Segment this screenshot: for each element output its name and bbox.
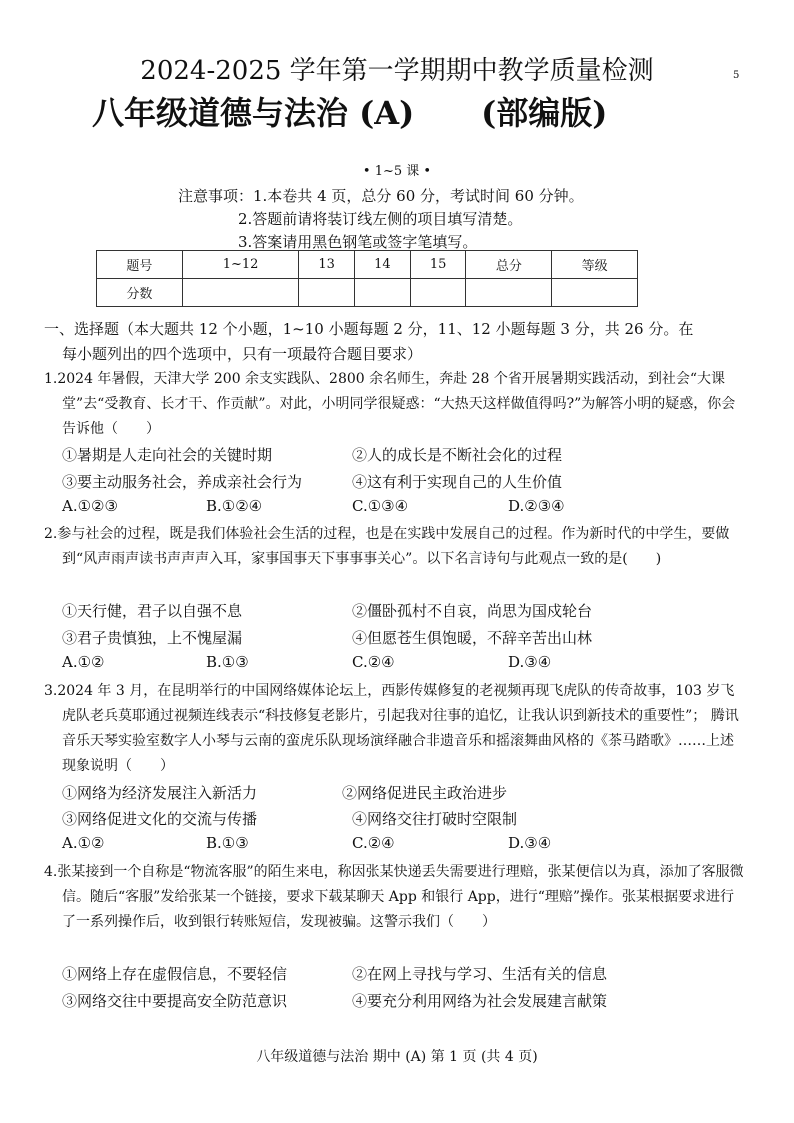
question-3 [44,679,744,779]
lesson-range: • 1~5 课 • [362,164,432,179]
notes-line-2: 2.答题前请将装订线左侧的项目填写清楚。 [238,210,523,228]
choice-b: B.①③ [206,834,249,852]
statement: ①天行健，君子以自强不息 [62,602,243,620]
statement: ③要主动服务社会，养成亲社会行为 [62,473,303,491]
score-cell [552,279,638,307]
statement: ②在网上寻找与学习、生活有关的信息 [352,965,608,983]
choice-a: A.①② [62,834,105,852]
choice-c: C.①③④ [352,497,409,515]
choice-d: D.③④ [508,834,552,852]
section-heading-line-2: 每小题列出的四个选项中，只有一项最符合题目要求） [62,345,423,363]
section-heading-line-1: 一、选择题（本大题共 12 个小题，1~10 小题每题 2 分，11、12 小题每题 3 分，共 26 分。在 [44,320,694,338]
statement: ④要充分利用网络为社会发展建言献策 [352,992,608,1010]
score-cell [466,279,552,307]
notes-line-1: 注意事项：1.本卷共 4 页，总分 60 分，考试时间 60 分钟。 [178,187,584,205]
score-header-cell: 14 [355,251,411,279]
statement: ②僵卧孤村不自哀，尚思为国戍轮台 [352,602,593,620]
statement: ②网络促进民主政治进步 [342,784,508,802]
statement: ③君子贵慎独，上不愧屋漏 [62,629,243,647]
question-stem: 4.张某接到一个自称是“物流客服”的陌生来电，称因张某快递丢失需要进行理赔，张某便信以为真，添加了客服微信。随后“客服”发给张某一个链接，要求下载某聊天 App 和银行 App，进行“理赔”操作。张某根据要求进行了一系列操作后，收到银行转账短信，发现被骗。这警示我们（ ） [44,864,744,930]
question-stem: 2.参与社会的过程，既是我们体验社会生活的过程，也是在实践中发展自己的过程。作为新时代的中学生，要做到“风声雨声读书声声声入耳，家事国事天下事事事关心”。以下名言诗句与此观点一致的是( ) [44,526,730,567]
score-header-cell: 1~12 [182,251,299,279]
question-4 [44,860,744,935]
statement: ③网络交往中要提高安全防范意识 [62,992,288,1010]
choice-a: A.①②③ [62,497,118,515]
exam-subtitle: 八年级道德与法治 (A) (部编版) [92,94,608,132]
statement: ③网络促进文化的交流与传播 [62,810,258,828]
notes-line-3: 3.答案请用黑色钢笔或签字笔填写。 [238,233,478,251]
score-table-header-row [97,251,638,279]
choice-c: C.②④ [352,834,395,852]
corner-mark: 5 [733,70,740,81]
statement: ④网络交往打破时空限制 [352,810,518,828]
choice-b: B.①③ [206,653,249,671]
statement: ④这有利于实现自己的人生价值 [352,473,563,491]
score-row-label: 分数 [97,279,183,307]
score-cell [299,279,355,307]
score-header-cell: 题号 [97,251,183,279]
score-cell [182,279,299,307]
score-cell [410,279,466,307]
statement: ①网络为经济发展注入新活力 [62,784,258,802]
question-stem: 3.2024 年 3 月，在昆明举行的中国网络媒体论坛上，西影传媒修复的老视频再现飞虎队的传奇故事，103 岁飞虎队老兵莫耶通过视频连线表示“科技修复老影片，引起我对往事的追忆，让我认识到新技术的重要性”； 腾讯音乐天琴实验室数字人小琴与云南的蛮虎乐队现场演绎融合非遗音乐和摇滚舞曲风格的《茶马踏歌》……上述现象说明（ ） [44,683,739,774]
statement: ①网络上存在虚假信息，不要轻信 [62,965,288,983]
score-table [96,250,638,307]
score-header-cell: 13 [299,251,355,279]
choice-c: C.②④ [352,653,395,671]
statement: ①暑期是人走向社会的关键时期 [62,446,273,464]
question-2 [44,522,744,572]
score-table-score-row [97,279,638,307]
choice-b: B.①②④ [206,497,263,515]
section-heading [44,317,744,367]
score-header-cell: 总分 [466,251,552,279]
score-cell [355,279,411,307]
statement: ②人的成长是不断社会化的过程 [352,446,563,464]
choice-a: A.①② [62,653,105,671]
question-stem: 1.2024 年暑假，天津大学 200 余支实践队、2800 余名师生，奔赴 28 个省开展暑期实践活动，到社会“大课堂”去“受教育、长才干、作贡献”。对此，小明同学很疑惑：“大热天这样做值得吗?”为解答小明的疑惑，你会告诉他（ ） [44,371,736,437]
exam-title: 2024-2025 学年第一学期期中教学质量检测 [140,56,654,86]
choice-d: D.②③④ [508,497,565,515]
page-footer: 八年级道德与法治 期中 (A) 第 1 页 (共 4 页) [256,1049,538,1065]
score-header-cell: 等级 [552,251,638,279]
question-1 [44,367,744,442]
statement: ④但愿苍生俱饱暖，不辞辛苦出山林 [352,629,593,647]
score-header-cell: 15 [410,251,466,279]
choice-d: D.③④ [508,653,552,671]
